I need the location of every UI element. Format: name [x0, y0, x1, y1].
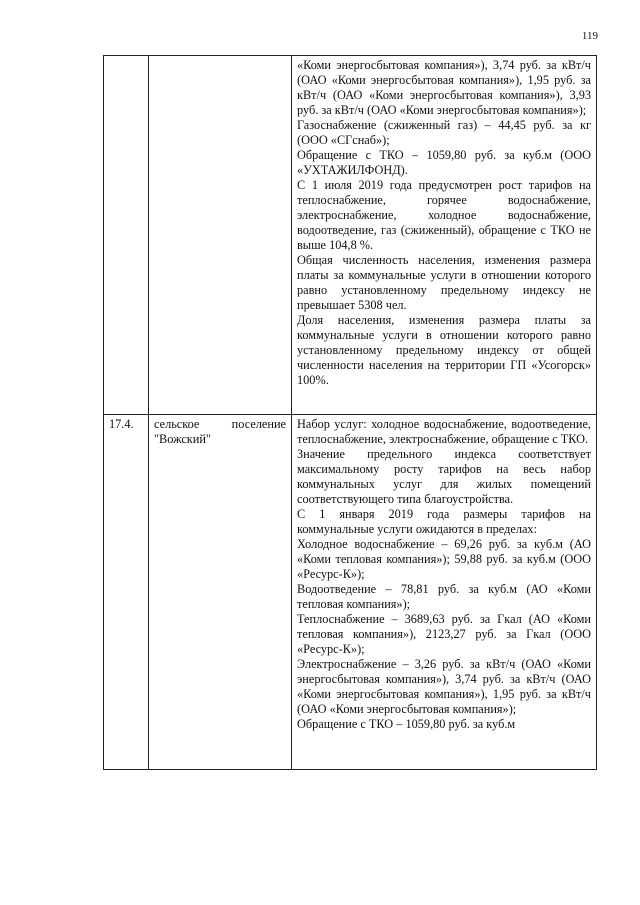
table-row: [104, 56, 597, 415]
row-number-cell: [104, 56, 149, 415]
page-number: 119: [581, 30, 598, 42]
paragraph: Водоотведение – 78,81 руб. за куб.м (АО «Коми тепловая компания»);: [297, 582, 591, 611]
table-row: [104, 415, 597, 770]
settlement-cell: сельское поселение "Вожский": [149, 415, 292, 770]
paragraph: Набор услуг: холодное водоснабжение, водоотведение, теплоснабжение, электроснабжение, обращение с ТКО.: [297, 417, 591, 446]
tariff-table: [103, 55, 597, 770]
description-cell: [292, 415, 597, 770]
paragraph: «Коми энергосбытовая компания»), 3,74 руб. за кВт/ч (ОАО «Коми энергосбытовая компания»), 1,95 руб. за кВт/ч (ОАО «Коми энергосбытовая компания»), 3,93 руб. за кВт/ч (ОАО «Коми энергосбытовая компания»);: [297, 58, 591, 117]
paragraph: Газоснабжение (сжиженный газ) – 44,45 руб. за кг (ООО «СГснаб»);: [297, 118, 591, 147]
paragraph: Общая численность населения, изменения размера платы за коммунальные услуги в отношении которого равно установленному предельному индексу не превышает 5308 чел.: [297, 253, 591, 312]
description-cell: [292, 56, 597, 415]
paragraph: Теплоснабжение – 3689,63 руб. за Гкал (АО «Коми тепловая компания»), 2123,27 руб. за Гкал (ООО «Ресурс-К»);: [297, 612, 591, 656]
paragraph: Значение предельного индекса соответствует максимальному росту тарифов на весь набор коммунальных услуг для жилых помещений соответствующего типа благоустройства.: [297, 447, 591, 506]
settlement-cell: [149, 56, 292, 415]
paragraph: Холодное водоснабжение – 69,26 руб. за куб.м (АО «Коми тепловая компания»); 59,88 руб. за куб.м (ООО «Ресурс-К»);: [297, 537, 591, 581]
paragraph: С 1 июля 2019 года предусмотрен рост тарифов на теплоснабжение, горячее водоснабжение, электроснабжение, холодное водоснабжение, водоотведение, газ (сжиженный), обращение с ТКО не выше 104,8 %.: [297, 178, 591, 252]
row-number-cell: 17.4.: [104, 415, 149, 770]
paragraph: Электроснабжение – 3,26 руб. за кВт/ч (ОАО «Коми энергосбытовая компания»), 3,74 руб. за кВт/ч (ОАО «Коми энергосбытовая компания»), 1,95 руб. за кВт/ч (ОАО «Коми энергосбытовая компания»);: [297, 657, 591, 716]
paragraph: Обращение с ТКО – 1059,80 руб. за куб.м (ООО «УХТАЖИЛФОНД).: [297, 148, 591, 177]
paragraph: С 1 января 2019 года размеры тарифов на коммунальные услуги ожидаются в пределах:: [297, 507, 591, 536]
paragraph: Доля населения, изменения размера платы за коммунальные услуги в отношении которого равно установленному предельному индексу от общей численности населения на территории ГП «Усогорск» 100%.: [297, 313, 591, 387]
paragraph: Обращение с ТКО – 1059,80 руб. за куб.м: [297, 717, 516, 731]
